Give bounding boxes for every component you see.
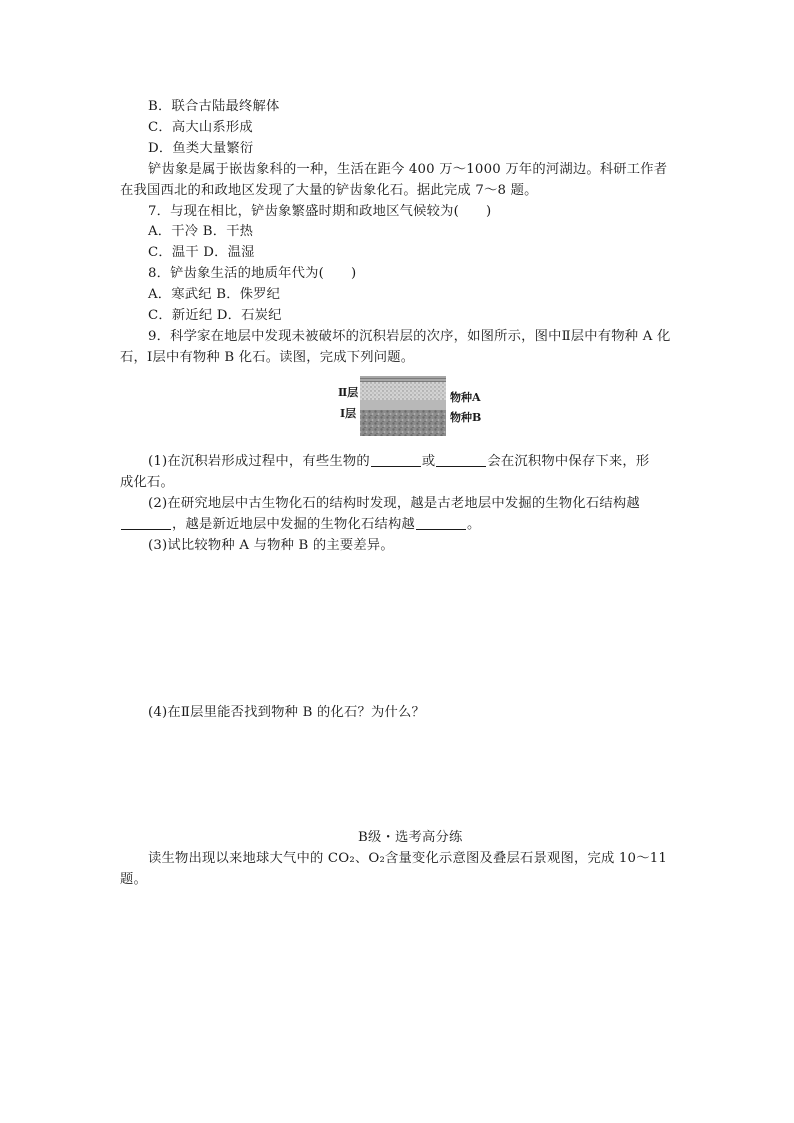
top-strip: [360, 376, 446, 382]
layer-1-label: Ⅰ层: [340, 407, 357, 420]
layer-1-band: [360, 410, 446, 436]
layer-2-label: Ⅱ层: [338, 386, 359, 399]
option-6d: D．鱼类大量繁衍: [148, 141, 254, 156]
option-6c: C．高大山系形成: [148, 120, 253, 135]
question-9-part-2-cont: [120, 515, 480, 535]
section-b-heading: B级・选考高分练: [358, 830, 463, 845]
passage-line-2: 在我国西北的和政地区发现了大量的铲齿象化石。据此完成 7～8 题。: [120, 183, 538, 198]
question-9-part-4: (4)在Ⅱ层里能否找到物种 B 的化石？为什么？: [148, 705, 425, 720]
option-6b: B．联合古陆最终解体: [148, 99, 280, 114]
species-b-label: 物种B: [450, 411, 482, 424]
section-b-line-2: 题。: [120, 872, 147, 887]
question-8-options-ab: A．寒武纪 B．侏罗纪: [148, 287, 281, 302]
question-9-part-1-cont: 成化石。: [120, 475, 174, 490]
question-8-stem: 8．铲齿象生活的地质年代为( ): [148, 266, 357, 281]
question-7-options-cd: C．温干 D．温湿: [148, 245, 255, 260]
transition-band: [360, 400, 446, 410]
species-a-label: 物种A: [450, 391, 481, 404]
part-1-text-a: (1)在沉积岩形成过程中，有些生物的: [148, 454, 370, 469]
question-9-line-1: 9．科学家在地层中发现未被破坏的沉积岩层的次序，如图所示，图中Ⅱ层中有物种 A 化: [148, 329, 671, 344]
answer-blank-3[interactable]: [121, 515, 171, 530]
part-1-text-c: 会在沉积物中保存下来，形: [487, 454, 650, 469]
answer-blank-1[interactable]: [371, 452, 421, 467]
answer-blank-4[interactable]: [416, 515, 466, 530]
passage-line-1: 铲齿象是属于嵌齿象科的一种，生活在距今 400 万～1000 万年的河湖边。科研工作者: [148, 162, 668, 177]
question-7-stem: 7．与现在相比，铲齿象繁盛时期和政地区气候较为( ): [148, 204, 492, 219]
question-8-options-cd: C．新近纪 D．石炭纪: [148, 308, 282, 323]
section-b-line-1: 读生物出现以来地球大气中的 CO₂、O₂含量变化示意图及叠层石景观图，完成 10～11: [148, 851, 668, 866]
question-7-options-ab: A．干冷 B．干热: [148, 224, 254, 239]
question-9-part-2: (2)在研究地层中古生物化石的结构时发现，越是古老地层中发掘的生物化石结构越: [148, 496, 640, 511]
layer-2-band: [360, 382, 446, 400]
part-2-text-c: 。: [466, 517, 481, 532]
part-1-text-b: 或: [421, 454, 436, 469]
strata-figure: [338, 374, 488, 438]
question-9-part-1: [148, 452, 649, 472]
question-9-part-3: (3)试比较物种 A 与物种 B 的主要差异。: [148, 538, 394, 553]
question-9-line-2: 石，Ⅰ层中有物种 B 化石。读图，完成下列问题。: [120, 350, 415, 365]
answer-blank-2[interactable]: [436, 452, 486, 467]
part-2-text-b: ，越是新近地层中发掘的生物化石结构越: [172, 517, 415, 532]
